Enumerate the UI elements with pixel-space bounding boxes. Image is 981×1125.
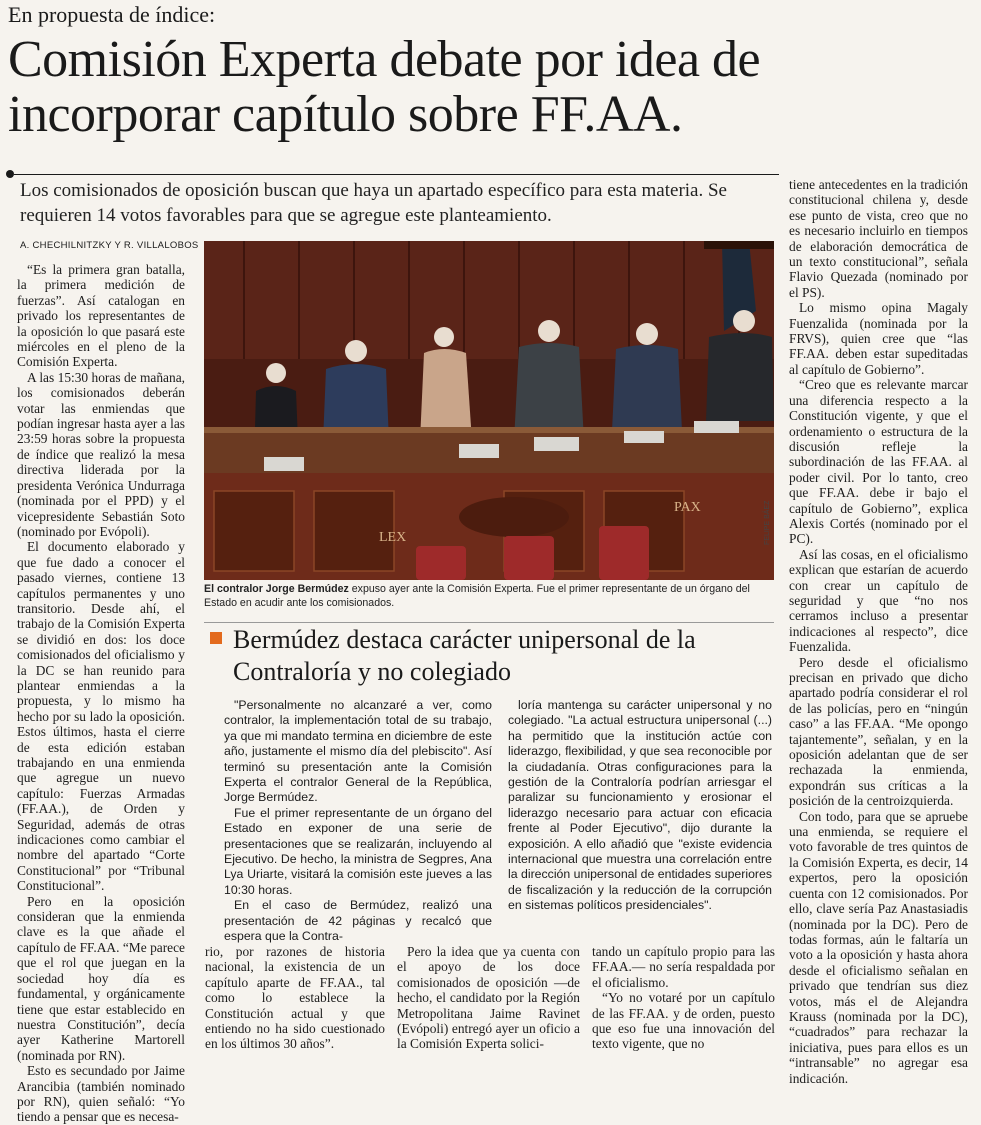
paragraph: En el caso de Bermúdez, realizó una presentación de 42 páginas y recalcó que espera que la Contra- [224, 898, 492, 944]
box-column-right [508, 698, 772, 914]
column-5 [789, 177, 968, 1086]
paragraph: loría mantenga su carácter unipersonal y no colegiado. "La actual estructura unipersonal (...) ha permitido que la institución actúe con liderazgo, flexibilidad, y que sea reconocible por la ciudadanía. Otras configuraciones para la gestión de la Contraloría podrían arriesgar el paralizar su funcionamiento y erosionar el liderazgo necesario para actuar con eficacia frente al Poder Ejecutivo", dijo durante la exposición. A ello añadió que "existe evidencia internacional que muestra una correlación entre la dirección unipersonal de entidades superiores de fiscalización y la reducción de la corrupción en sistemas políticos presidenciales". [508, 698, 772, 913]
rule-dot [6, 170, 14, 178]
paragraph: rio, por razones de historia nacional, la existencia de un capítulo aparte de FF.AA., tal como lo establece la Constitución actual y que entiendo no ha sido cuestionado en los últimos 30 años”. [205, 944, 385, 1052]
paragraph: Así las cosas, en el oficialismo explican que estarían de acuerdo con crear un capítulo de seguridad y que “no nos cerramos incluso a presentar indicaciones al respecto”, dice Fuenzalida. [789, 546, 968, 655]
photo-credit: FELIPE BÁEZ [764, 500, 771, 545]
kicker: En propuesta de índice: [8, 2, 216, 27]
paragraph: Lo mismo opina Magaly Fuenzalida (nominada por la FRVS), quien cree que “las FF.AA. deben estar supeditadas al capítulo de Gobierno”. [789, 300, 968, 377]
commission-hearing-photo [204, 241, 774, 580]
paragraph: El documento elaborado y que fue dado a conocer el pasado viernes, contiene 13 capítulos permanentes y uno transitorio. Desde ahí, el trabajo de la Comisión Experta se dividió en dos: los doce comisionados del oficialismo y la DC se han reunido para plantear enmiendas a la propuesta, y lo mismo ha hecho por su lado la oposición. Estos últimos, hasta el cierre de esta edición estaban trabajando en una enmienda que agregue un nuevo capítulo: Fuerzas Armadas (FF.AA.), de Orden y Seguridad, además de otras indicaciones como cambiar el nombre del apartado “Corte Constitucional” por “Tribunal Constitucional”. [17, 539, 185, 894]
headline: Comisión Experta debate por idea de incorporar capítulo sobre FF.AA. [8, 31, 761, 143]
paragraph: “Es la primera gran batalla, la primera medición de fuerzas”. Así catalogan en privado los representantes de la oposición lo que pasará este miércoles en el pleno de la Comisión Experta. [17, 262, 185, 370]
orange-square-icon [210, 632, 222, 644]
column-2 [205, 944, 385, 1052]
column-4 [592, 944, 775, 1052]
box-headline: Bermúdez destaca carácter unipersonal de la Contraloría y no colegiado [233, 625, 696, 686]
paragraph: Fue el primer representante de un órgano del Estado en exponer de una serie de presentaciones que se realizarán, incluyendo al Ejecutivo. De hecho, la ministra de Segpres, Ana Lya Uriarte, visitará la comisión este jueves a las 10:30 horas. [224, 805, 492, 897]
byline: A. CHECHILNITZKY Y R. VILLALOBOS [20, 240, 199, 251]
paragraph: A las 15:30 horas de mañana, los comisionados deberán votar las enmiendas que podían ingresar hasta ayer a las 23:59 horas sobre la propuesta de índice que realizó la mesa directiva liderada por la presidenta Verónica Undurraga (nominada por el PPD) y el vicepresidente Sebastián Soto (nominado por Evópoli). [17, 369, 185, 539]
paragraph: tando un capítulo propio para las FF.AA.— no sería respaldada por el oficialismo. [592, 944, 775, 990]
section-rule [204, 622, 774, 623]
paragraph: tiene antecedentes en la tradición constitucional chilena y, desde ese punto de vista, creo que no es necesario incluirlo en tiempos de elaboración democrática de un texto constitucional”, señala Flavio Quezada (nominado por el PS). [789, 177, 968, 300]
paragraph: “Creo que es relevante marcar una diferencia respecto a la Constitución vigente, y que el ordenamiento o estructura de la discusión refleje la subordinación de las FF.AA. al poder civil. Por lo tanto, creo que FF.AA. debe ir bajo el capítulo de Gobierno”, explica Alexis Cortés (nominado por el PC). [789, 377, 968, 547]
caption-text: expuso ayer ante la Comisión Experta. Fue el primer representante de un órgano del Estado en acudir ante los comisionados. [204, 583, 750, 609]
photo-sign-pax: PAX [674, 500, 701, 515]
box-column-left [224, 698, 492, 945]
column-1 [17, 262, 185, 1125]
headline-rule [14, 174, 779, 175]
paragraph: Pero la idea que ya cuenta con el apoyo de los doce comisionados de oposición —de hecho, el candidato por la Región Metropolitana Jaime Ravinet (Evópoli) entregó ayer un oficio a la Comisión Experta solici- [397, 944, 580, 1052]
paragraph: Pero en la oposición consideran que la enmienda clave es la que añade el capítulo de FF.AA. “Me parece que el rol que juegan en la sociedad hoy día es fundamental, y orgánicamente tiene que estar establecido en nuestra Constitución”, decía ayer Katherine Martorell (nominada por RN). [17, 893, 185, 1063]
news-photo [204, 241, 774, 580]
paragraph: Con todo, para que se apruebe una enmienda, se requiere el voto favorable de tres quintos de la Comisión Experta, es decir, 14 expertos, pero la oposición cuenta con 12 comisionados. Por ello, clave sería Paz Anastasiadis (nominada por la DC). Pero de todas formas, aún le faltaría un voto a la oposición y hasta ahora desde el oficialismo señalan en privado que tendrían sus diez votos, más el de Alejandra Krauss (nominada por la DC), “cuadrados” para rechazar la iniciativa, pues para ellos es un “intransable” no agregar esa indicación. [789, 808, 968, 1086]
column-3 [397, 944, 580, 1052]
caption-lead: El contralor Jorge Bermúdez [204, 583, 349, 595]
paragraph: Esto es secundado por Jaime Arancibia (también nominado por RN), quien señaló: “Yo tiendo a pensar que es necesa- [17, 1063, 185, 1125]
paragraph: "Personalmente no alcanzaré a ver, como contralor, la implementación total de su trabajo, ya que mi mandato termina en diciembre de este año, justamente el mismo día del plebiscito". Así terminó su presentación ante la Comisión Experta el contralor General de la República, Jorge Bermúdez. [224, 698, 492, 805]
photo-sign-lex: LEX [379, 530, 407, 545]
photo-caption [204, 583, 774, 610]
deck: Los comisionados de oposición buscan que haya un apartado específico para esta materia. Se requieren 14 votos favorables para que se agregue este planteamiento. [20, 180, 727, 226]
paragraph: “Yo no votaré por un capítulo de las FF.AA. y de orden, puesto que eso fue una innovación del texto vigente, que no [592, 990, 775, 1052]
paragraph: Pero desde el oficialismo precisan en privado que dicho apartado podría considerar el rol de las policías, pero en “ningún caso” a las FF.AA. “Me opongo tajantemente”, señalan, y en la oposición adelantan que de ser rechazada la enmienda, expondrán sus críticas a la posición de la centroizquierda. [789, 654, 968, 809]
